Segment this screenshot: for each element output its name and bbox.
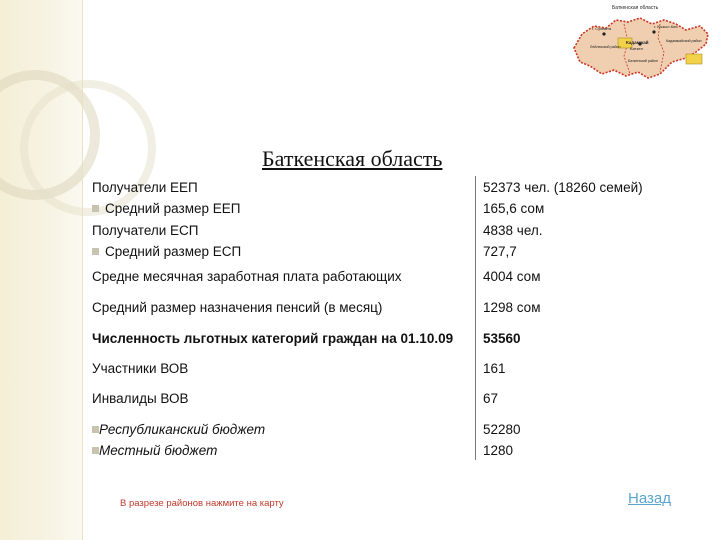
label-line: Получатели ЕЕП	[92, 180, 198, 195]
row-label	[92, 177, 240, 219]
row-label	[92, 297, 382, 318]
bullet-icon	[92, 248, 99, 255]
value-line: 165,6 сом	[483, 201, 545, 216]
value-line: 53560	[483, 331, 521, 346]
bullet-icon	[92, 447, 99, 454]
label-line: Республиканский бюджет	[99, 422, 266, 437]
label-line: Численность льготных категорий граждан на 01.10.09	[92, 331, 454, 346]
row-value	[483, 388, 498, 409]
value-line: 727,7	[483, 244, 517, 259]
value-line: 67	[483, 391, 499, 406]
value-line: 1280	[483, 443, 514, 458]
bullet-icon	[92, 205, 99, 212]
label-line: Местный бюджет	[99, 443, 218, 458]
map-label-kyzyl-kiya: г. Кызыл-Кия	[654, 24, 678, 29]
value-line: 161	[483, 361, 506, 376]
map-label-kadamjai-town: Кадамжай	[626, 40, 649, 45]
row-label	[92, 328, 453, 349]
label-line: Инвалиды ВОВ	[92, 391, 189, 406]
label-line: Получатели ЕСП	[92, 223, 199, 238]
map-label-batken: Баткен	[630, 46, 643, 51]
value-line: 1298 сом	[483, 300, 541, 315]
row-value	[483, 358, 506, 379]
map-label-region: Баткенская область	[612, 5, 659, 11]
label-line: Средний размер ЕСП	[105, 244, 242, 259]
map-label-kadamjai-district: Кадамжайский район	[666, 39, 702, 43]
value-line: 52280	[483, 422, 521, 437]
label-line: Средне месячная заработная плата работающих	[92, 269, 402, 284]
value-line: 4004 сом	[483, 269, 541, 284]
row-value	[483, 177, 643, 219]
row-value	[483, 419, 521, 461]
row-value	[483, 297, 540, 318]
map-label-batken-district: Баткенский район	[628, 59, 658, 63]
label-line: Средний размер ЕЕП	[105, 201, 241, 216]
value-line: 52373 чел. (18260 семей)	[483, 180, 643, 195]
row-label	[92, 266, 402, 287]
row-value	[483, 328, 521, 349]
back-link[interactable]: Назад	[628, 490, 671, 507]
label-line: Средний размер назначения пенсий (в месяц)	[92, 300, 383, 315]
row-label	[92, 388, 189, 409]
column-divider	[475, 176, 476, 460]
row-label	[92, 220, 241, 262]
row-value	[483, 266, 540, 287]
decorative-background	[0, 0, 82, 540]
region-map[interactable]	[568, 4, 714, 86]
map-label-sulyukta: г. Сулюкта	[592, 26, 612, 31]
bullet-icon	[92, 426, 99, 433]
row-value	[483, 220, 543, 262]
row-label	[92, 419, 265, 461]
row-label	[92, 358, 188, 379]
decorative-divider	[82, 0, 83, 540]
map-label-leilek-district: Лейлекский район	[590, 45, 621, 49]
label-line: Участники ВОВ	[92, 361, 189, 376]
value-line: 4838 чел.	[483, 223, 543, 238]
page-title: Баткенская область	[262, 146, 443, 171]
map-hint-text: В разрезе районов нажмите на карту	[120, 498, 284, 509]
